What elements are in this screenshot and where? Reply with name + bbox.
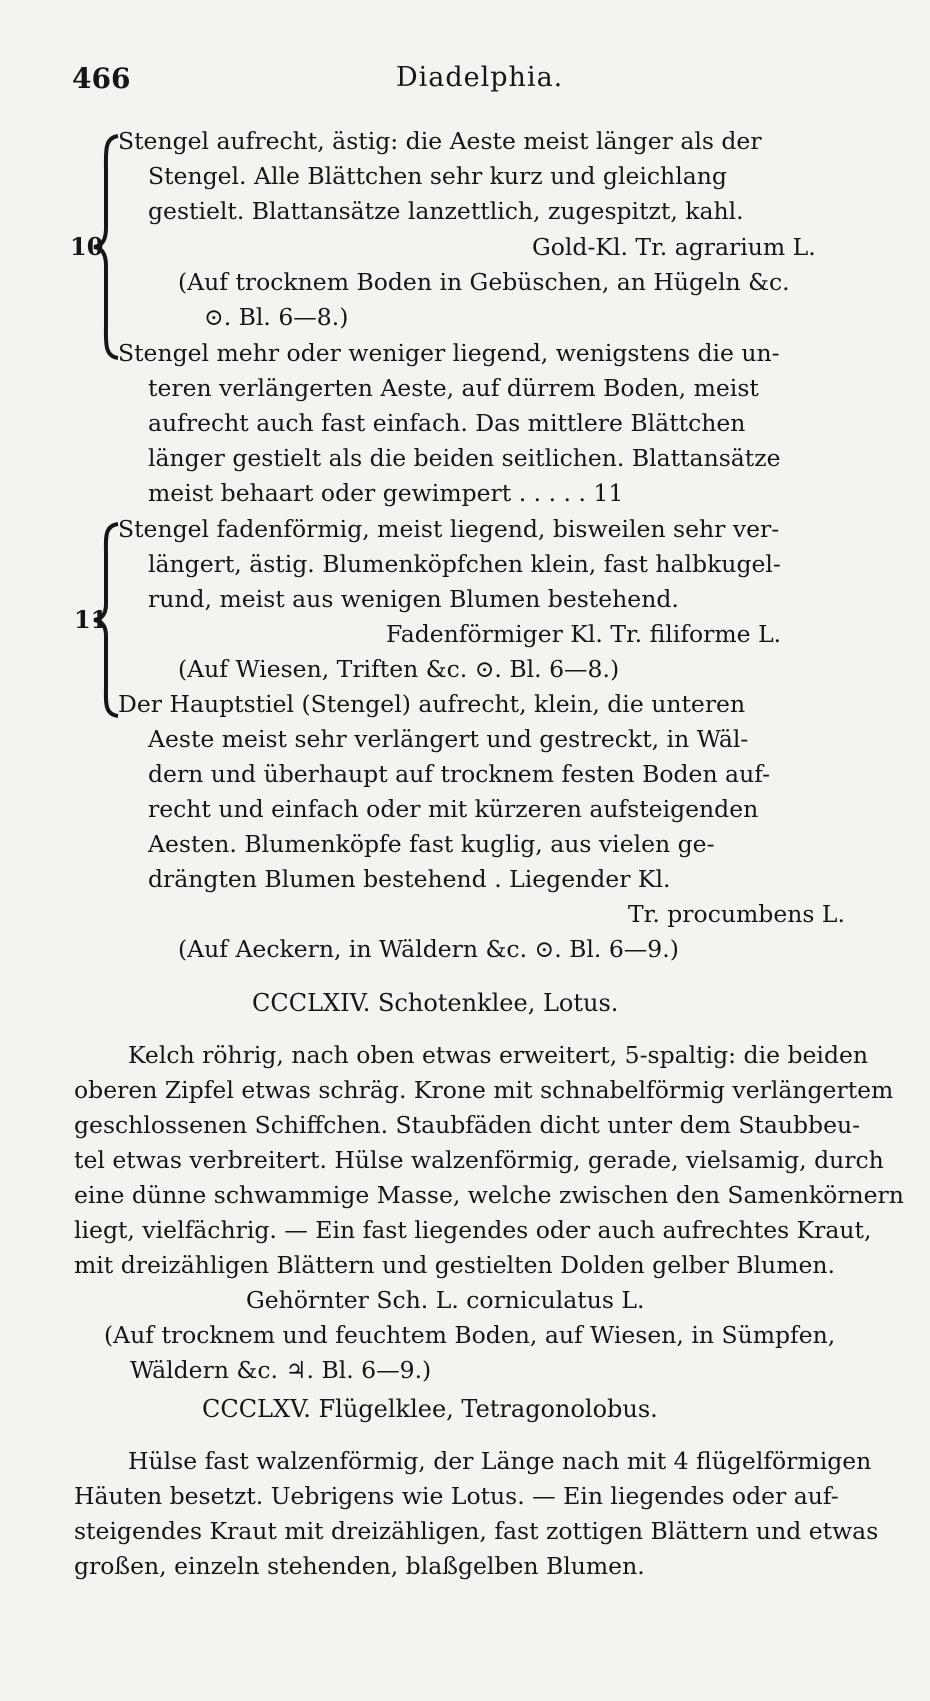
couplet-11b-line: drängten Blumen bestehend . Liegender Kl. [148,865,671,893]
couplet-11a-line: längert, ästig. Blumenköpfchen klein, fast halbkugel- [148,550,781,578]
genus-heading: CCCLXV. Flügelklee, Tetragonolobus. [202,1395,658,1423]
couplet-10b-line: Stengel mehr oder weniger liegend, wenigstens die un- [118,339,780,367]
genus-description-line: liegt, vielfächrig. — Ein fast liegendes oder auch aufrechtes Kraut, [74,1216,872,1244]
couplet-11b-line: Aeste meist sehr verlängert und gestreckt, in Wäl- [148,725,749,753]
genus-description-line: tel etwas verbreitert. Hülse walzenförmig, gerade, vielsamig, durch [74,1146,884,1174]
couplet-11b-line: Der Hauptstiel (Stengel) aufrecht, klein, die unteren [118,690,746,718]
couplet-11a-species: Fadenförmiger Kl. Tr. filiforme L. [386,620,782,648]
genus-description-line: geschlossenen Schiffchen. Staubfäden dicht unter dem Staubbeu- [74,1111,861,1139]
couplet-10a-line: gestielt. Blattansätze lanzettlich, zugespitzt, kahl. [148,197,744,225]
couplet-11b-habitat: (Auf Aeckern, in Wäldern &c. ⊙. Bl. 6—9.) [178,935,679,963]
genus-description-line: großen, einzeln stehenden, blaßgelben Blumen. [74,1552,645,1580]
genus-description-line: Hülse fast walzenförmig, der Länge nach mit 4 flügelförmigen [128,1447,872,1475]
couplet-11a-line: rund, meist aus wenigen Blumen bestehend. [148,585,679,613]
couplet-11b-line: dern und überhaupt auf trocknem festen Boden auf- [148,760,771,788]
couplet-10a-habitat: (Auf trocknem Boden in Gebüschen, an Hügeln &c. [178,268,790,296]
page-number: 466 [72,62,131,95]
genus-description-line: eine dünne schwammige Masse, welche zwischen den Samenkörnern [74,1181,904,1209]
genus-species: Gehörnter Sch. L. corniculatus L. [246,1286,645,1314]
couplet-11a-line: Stengel fadenförmig, meist liegend, bisweilen sehr ver- [118,515,780,543]
genus-habitat: Wäldern &c. ♃. Bl. 6—9.) [130,1356,432,1384]
couplet-11b-species: Tr. procumbens L. [628,900,845,928]
genus-description-line: Kelch röhrig, nach oben etwas erweitert, 5-spaltig: die beiden [128,1041,869,1069]
genus-description-line: mit dreizähligen Blättern und gestielten Dolden gelber Blumen. [74,1251,835,1279]
couplet-10a-line: Stengel aufrecht, ästig: die Aeste meist länger als der [118,127,762,155]
couplet-10b-line: länger gestielt als die beiden seitlichen. Blattansätze [148,444,781,472]
running-head: Diadelphia. [396,62,564,93]
genus-description-line: steigendes Kraut mit dreizähligen, fast zottigen Blättern und etwas [74,1517,879,1545]
couplet-11a-habitat: (Auf Wiesen, Triften &c. ⊙. Bl. 6—8.) [178,655,620,683]
couplet-10a-species: Gold-Kl. Tr. agrarium L. [532,233,816,261]
couplet-10b-line: teren verlängerten Aeste, auf dürrem Boden, meist [148,374,759,402]
genus-description-line: oberen Zipfel etwas schräg. Krone mit schnabelförmig verlängertem [74,1076,894,1104]
genus-heading: CCCLXIV. Schotenklee, Lotus. [252,989,619,1017]
couplet-10b-line: aufrecht auch fast einfach. Das mittlere Blättchen [148,409,746,437]
couplet-11b-line: recht und einfach oder mit kürzeren aufsteigenden [148,795,759,823]
couplet-10-number: 10 [70,232,104,261]
couplet-10a-habitat: ⊙. Bl. 6—8.) [204,303,349,331]
couplet-10a-line: Stengel. Alle Blättchen sehr kurz und gleichlang [148,162,727,190]
genus-habitat: (Auf trocknem und feuchtem Boden, auf Wiesen, in Sümpfen, [104,1321,836,1349]
genus-description-line: Häuten besetzt. Uebrigens wie Lotus. — Ein liegendes oder auf- [74,1482,839,1510]
couplet-11b-line: Aesten. Blumenköpfe fast kuglig, aus vielen ge- [148,830,715,858]
couplet-10b-line: meist behaart oder gewimpert . . . . . 11 [148,479,624,507]
couplet-11-number: 11 [74,605,108,634]
